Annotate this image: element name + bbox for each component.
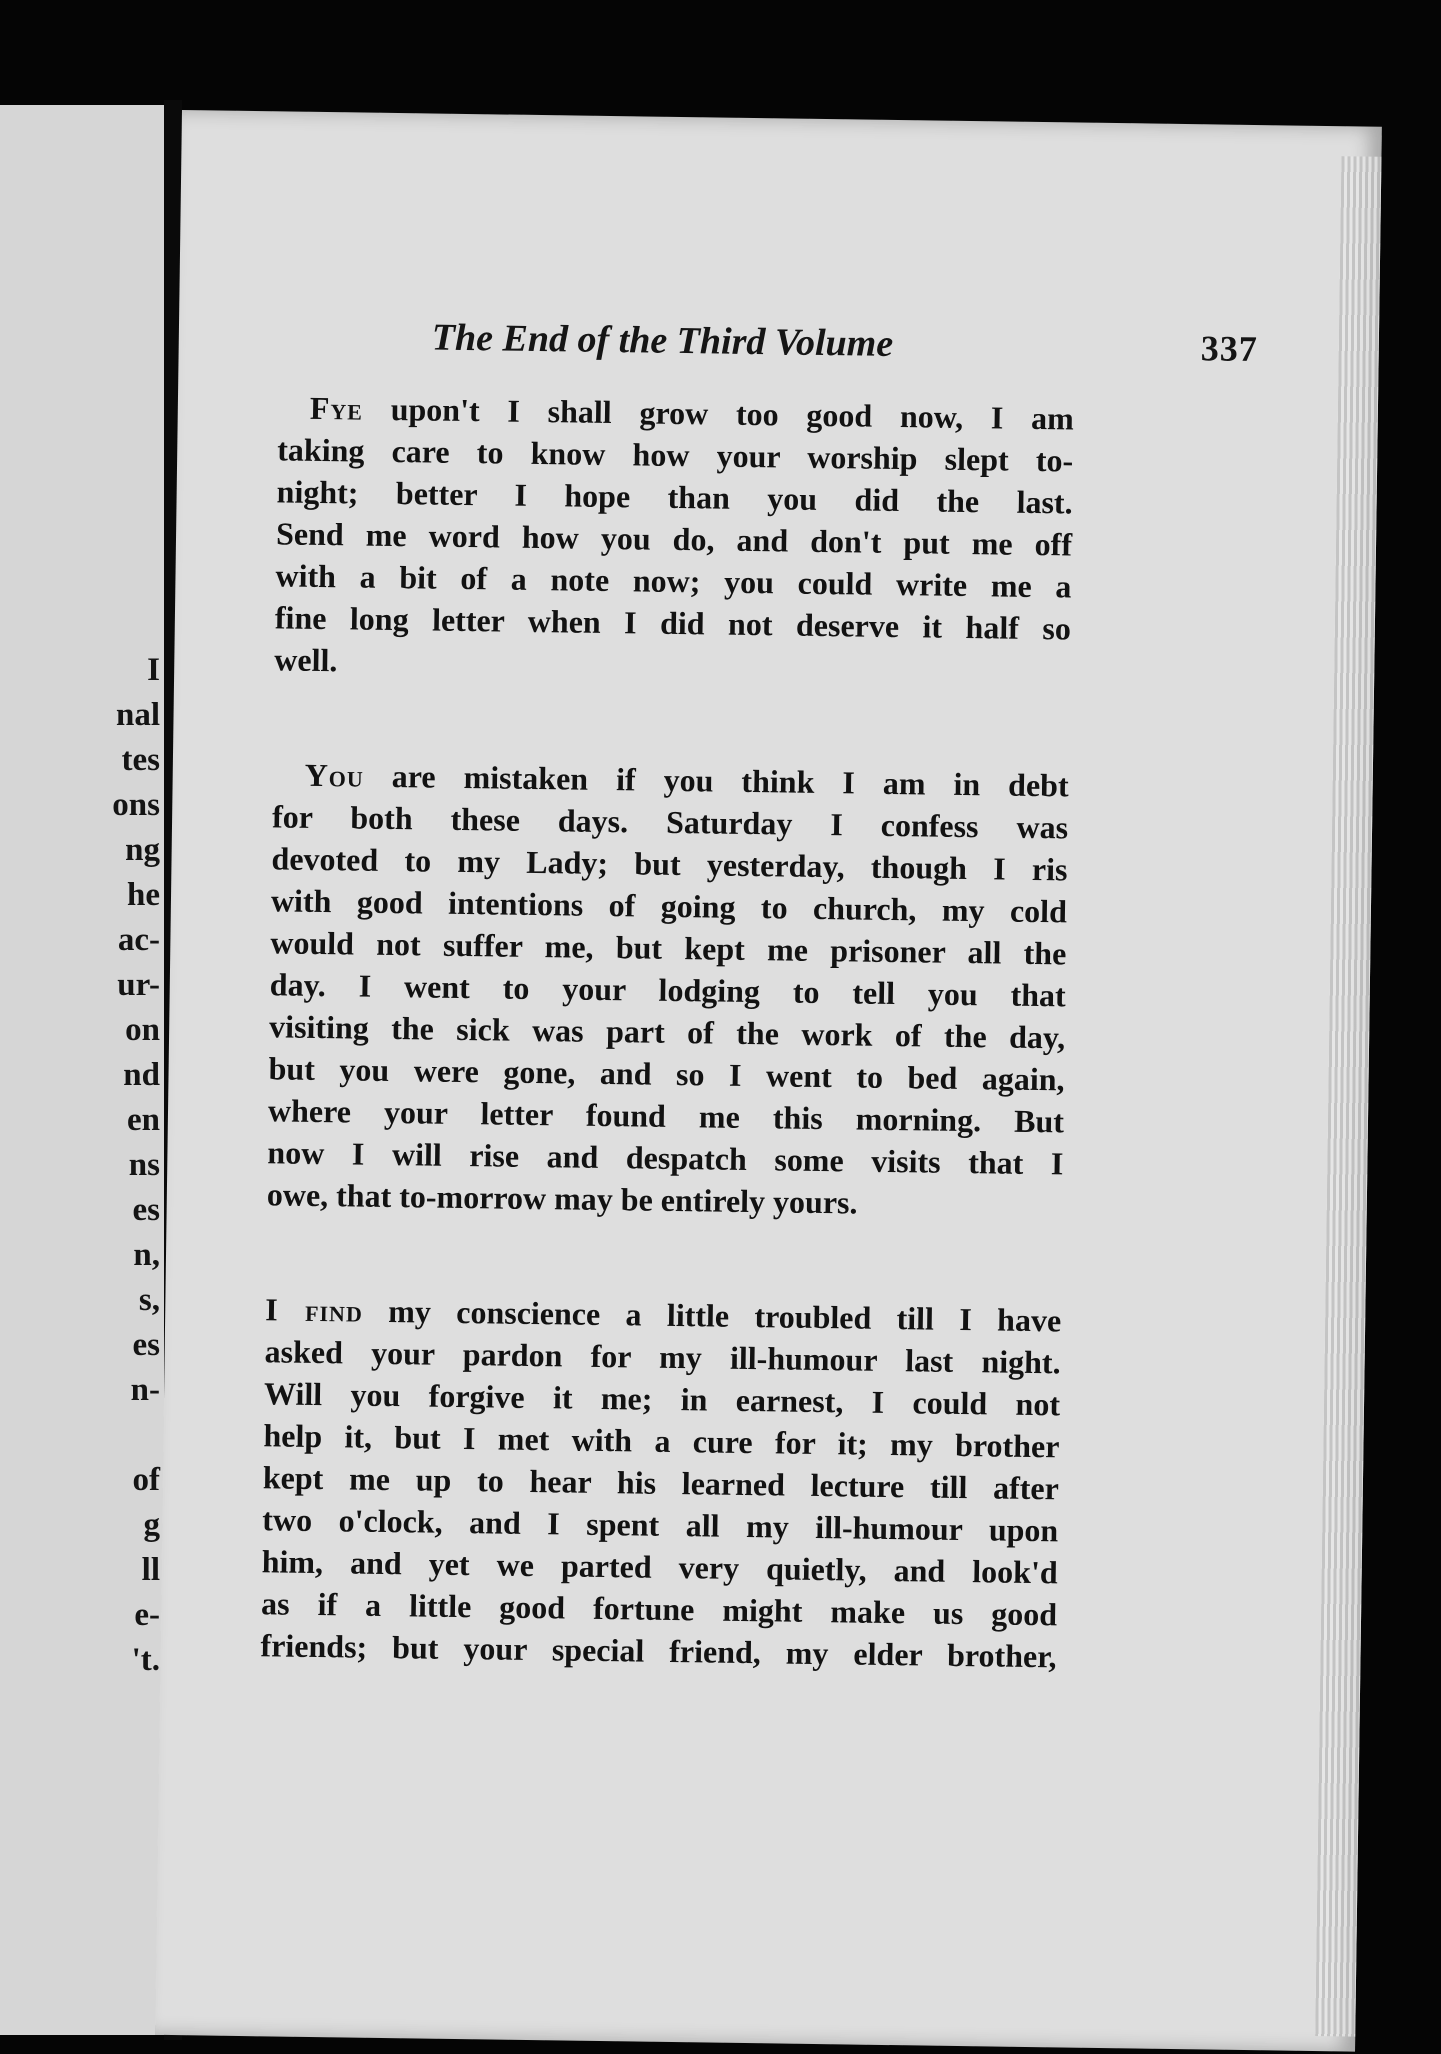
left-fragment: ac- xyxy=(117,922,160,958)
paragraph xyxy=(267,753,1069,1226)
left-fragment: tes xyxy=(121,742,160,778)
left-fragment: ns xyxy=(128,1147,160,1183)
left-fragment: s, xyxy=(138,1282,160,1318)
running-header xyxy=(432,316,1259,372)
text-line: him, and yet we parted very quietly, and look'd xyxy=(261,1543,1058,1591)
left-fragment: n, xyxy=(133,1237,160,1273)
text-line: day. I went to your lodging to tell you that xyxy=(269,966,1066,1014)
page-number: 337 xyxy=(1200,328,1259,370)
text-line: night; better I hope than you did the last. xyxy=(276,473,1073,521)
text-line: taking care to know how your worship slept to- xyxy=(277,431,1074,479)
text-line-rest: are mistaken if you think I am in debt xyxy=(363,757,1069,804)
left-fragment: on xyxy=(125,1012,160,1048)
paragraph-lead: Fye xyxy=(309,389,364,427)
text-line: two o'clock, and I spent all my ill-humour upon xyxy=(262,1501,1059,1549)
text-line: but you were gone, and so I went to bed again, xyxy=(268,1050,1065,1098)
text-line: as if a little good fortune might make us good xyxy=(260,1585,1058,1633)
body-text xyxy=(259,386,1074,1750)
left-fragment: ons xyxy=(112,787,160,823)
left-fragment: 't. xyxy=(131,1642,160,1678)
paragraph xyxy=(260,1288,1061,1677)
paragraph-lead: You xyxy=(304,756,365,794)
text-line: for both these days. Saturday I confess was xyxy=(271,798,1069,846)
left-page-text-fragments xyxy=(112,648,160,1683)
left-fragment: en xyxy=(127,1102,160,1138)
left-fragment: n- xyxy=(130,1372,160,1408)
left-fragment: g xyxy=(143,1507,160,1543)
text-line: with good intentions of going to church, my cold xyxy=(270,882,1068,930)
left-facing-page xyxy=(0,105,168,2035)
left-fragment: nal xyxy=(115,697,160,733)
right-page xyxy=(155,110,1382,2052)
text-line: kept me up to hear his learned lecture till after xyxy=(262,1459,1060,1507)
text-line: Will you forgive it me; in earnest, I could not xyxy=(263,1375,1061,1423)
page-edge xyxy=(1315,156,1381,2036)
text-line-rest: upon't I shall grow too good now, I am xyxy=(362,390,1075,437)
text-line: help it, but I met with a cure for it; my brother xyxy=(263,1417,1060,1465)
text-line: Send me word how you do, and don't put me off xyxy=(275,515,1073,563)
text-line: asked your pardon for my ill-humour last night. xyxy=(264,1333,1061,1381)
text-line: devoted to my Lady; but yesterday, though I ris xyxy=(271,840,1068,888)
text-line: where your letter found me this morning. But xyxy=(267,1092,1065,1140)
left-fragment: I xyxy=(147,652,160,688)
left-fragment: ll xyxy=(141,1552,160,1588)
left-fragment-gap xyxy=(112,1413,160,1458)
left-fragment: of xyxy=(132,1462,160,1498)
left-fragment: e- xyxy=(134,1597,160,1633)
text-line: well. xyxy=(274,641,338,679)
text-line: owe, that to-morrow may be entirely yours. xyxy=(266,1176,858,1221)
left-fragment: he xyxy=(127,877,160,913)
left-fragment: ng xyxy=(125,832,160,868)
text-line: with a bit of a note now; you could write me a xyxy=(275,557,1072,605)
left-fragment: es xyxy=(132,1192,160,1228)
text-line: friends; but your special friend, my elder brother, xyxy=(260,1627,1057,1675)
text-line: now I will rise and despatch some visits that I xyxy=(267,1134,1064,1182)
text-line: visiting the sick was part of the work of the day, xyxy=(268,1008,1066,1056)
text-line: fine long letter when I did not deserve it half so xyxy=(274,599,1072,647)
left-fragment: ur- xyxy=(117,967,160,1003)
running-title: The End of the Third Volume xyxy=(431,316,894,365)
text-line: would not suffer me, but kept me prisoner all the xyxy=(270,924,1067,972)
left-fragment: es xyxy=(132,1327,160,1363)
paragraph-lead: I find xyxy=(265,1291,364,1329)
left-fragment: nd xyxy=(123,1057,160,1093)
paragraph xyxy=(274,386,1074,691)
text-line-rest: my conscience a little troubled till I have xyxy=(362,1292,1062,1339)
